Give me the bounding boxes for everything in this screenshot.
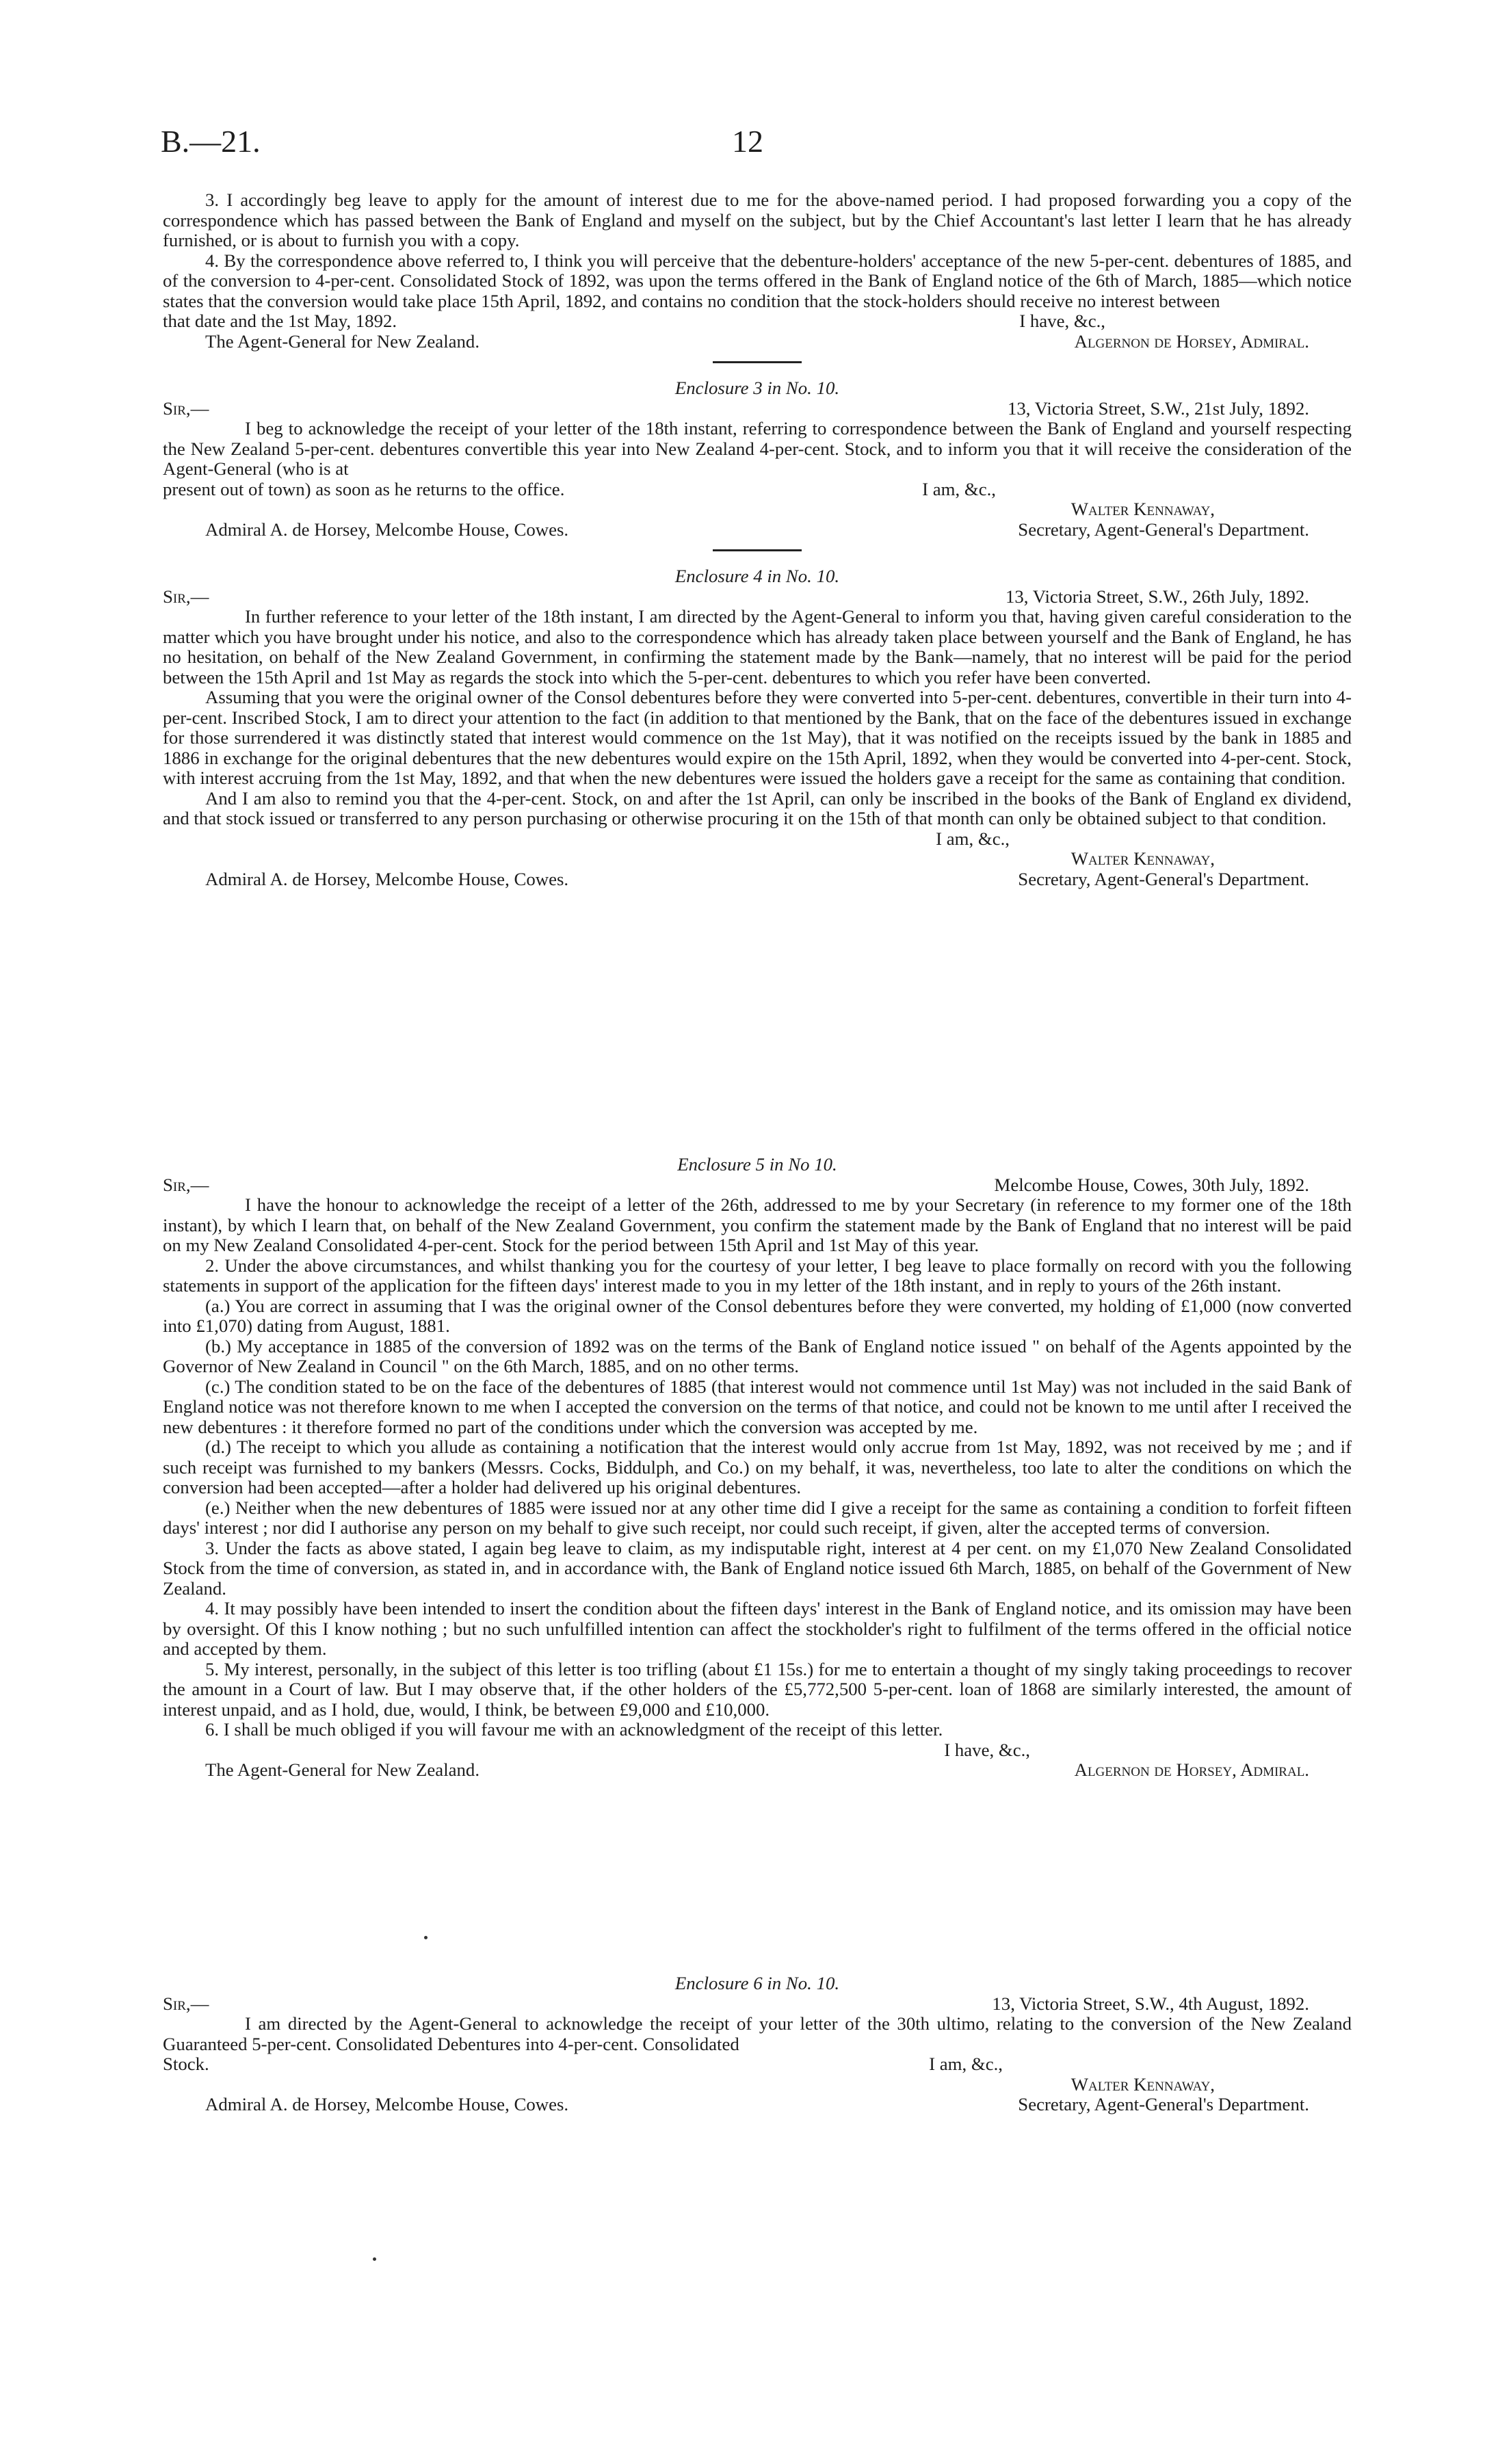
letter-continuation [163,190,1352,889]
enclosure-5-paragraph-c: (c.) The condition stated to be on the face of the debentures of 1885 (that interest would not commence until 1st May) was not included in the said Bank of England notice was not therefore known to me when I accepted the conversion on the terms of that notice, and could not be known to me until after I received the new debentures : it therefore formed no part of the conditions under which the conversion was accepted by me. [163,1376,1352,1437]
addressee: Admiral A. de Horsey, Melcombe House, Cowes. [205,2094,569,2114]
addressee: The Agent-General for New Zealand. [205,1759,480,1780]
enclosure-6-signature-line [163,2095,1352,2115]
addressee: The Agent-General for New Zealand. [205,330,480,352]
enclosure-6-body: I am directed by the Agent-General to acknowledge the receipt of your letter of the 30th ultimo, relating to the conversion of the New Zealand Guaranteed 5-per-cent. Consolidated Debentures into 4-per-cent. Consolidated [163,2013,1352,2054]
enclosure-5-paragraph-b: (b.) My acceptance in 1885 of the conversion of 1892 was on the terms of the Bank of England notice issued " on behalf of the Agents appointed by the Governor of New Zealand in Council " on the 6th March, 1885, and on no other terms. [163,1335,1352,1376]
enclosure-4-signature-line [163,869,1352,890]
enclosure-6 [163,1974,1352,2115]
section-divider [713,361,802,363]
sender-address: 13, Victoria Street, S.W., 4th August, 1892. [992,1993,1309,2014]
sender-address: 13, Victoria Street, S.W., 26th July, 1892. [1006,586,1309,607]
closing-phrase: I am, &c., [922,478,996,499]
enclosure-4 [163,566,1352,889]
enclosure-4-heading [163,587,1352,607]
signer-name: Walter Kennaway, [1070,848,1215,869]
enclosure-3 [163,378,1352,540]
enclosure-5-paragraph-a: (a.) You are correct in assuming that I was the original owner of the Consol debentures before they were converted, my holding of £1,000 (now converted into £1,070) dating from August, 1881. [163,1295,1352,1336]
signature-line [163,332,1352,352]
enclosure-4-paragraph-2: Assuming that you were the original owner of the Consol debentures before they were converted into 5-per-cent. debentures, convertible in their turn into 4-per-cent. Inscribed Stock, I am to direct your attention to the fact (in addition to that mentioned by the Bank, that on the face of the debentures issued in exchange for those surrendered it was distinctly stated that interest would commence on the 1st May), that it was notified on the receipts issued by the bank in 1885 and 1886 in exchange for the original debentures that the new debentures would expire on the 15th April, 1892, when they would be converted into 4-per-cent. Stock, with interest accruing from the 1st May, 1892, and that when the new debentures were issued the holders gave a receipt for the same as containing that condition. [163,687,1352,788]
ink-speck [373,2257,376,2261]
enclosure-6-heading [163,1994,1352,2015]
enclosure-3-heading [163,399,1352,419]
signer-title: Secretary, Agent-General's Department. [1018,2094,1309,2114]
enclosure-5-paragraph-d: (d.) The receipt to which you allude as containing a notification that the interest would only accrue from 1st May, 1892, was not received by me ; and if such receipt was furnished to my bankers (Messrs. Cocks, Biddulph, and Co.) on my behalf, it was, nevertheless, too late to alter the conditions on which the conversion had been accepted—after a holder had delivered up his original debentures. [163,1437,1352,1497]
enclosure-5-paragraph-2: 2. Under the above circumstances, and whilst thanking you for the courtesy of your letter, I beg leave to place formally on record with you the following statements in support of the application for the fifteen days' interest made to you in my letter of the 18th instant, and in reply to yours of the 26th instant. [163,1255,1352,1296]
enclosure-5-title: Enclosure 5 in No 10. [677,1154,837,1175]
enclosure-6-body-end-line [163,2054,1352,2075]
enclosure-6-title: Enclosure 6 in No. 10. [674,1973,840,1993]
enclosure-5-paragraph-3: 3. Under the facts as above stated, I again beg leave to claim, as my indisputable right, interest at 4 per cent. on my £1,070 New Zealand Consolidated Stock from the time of conversion, as stated in, and in accordance with, the Bank of England notice issued 6th March, 1885, on behalf of the Government of New Zealand. [163,1537,1352,1599]
enclosure-3-body-end: present out of town) as soon as he returns to the office. [163,478,565,499]
enclosure-6-body-end: Stock. [163,2054,209,2074]
sender-address: 13, Victoria Street, S.W., 21st July, 1892. [1007,397,1309,419]
enclosure-5-paragraph-1: I have the honour to acknowledge the receipt of a letter of the 26th, addressed to me by your Secretary (in reference to my former one of the 18th instant), by which I learn that, on behalf of the New Zealand Government, you confirm the statement made by the Bank of England that no interest will be paid on my New Zealand Consolidated 4-per-cent. Stock for the period between 15th April and 1st May of this year. [163,1194,1352,1255]
document-reference: B.—21. [161,124,261,159]
addressee: Admiral A. de Horsey, Melcombe House, Cowes. [205,519,569,540]
enclosure-3-signature-line [163,520,1352,540]
salutation: Sir,— [163,1993,209,2014]
salutation: Sir,— [163,397,209,419]
signer-name: Algernon de Horsey, Admiral. [1074,330,1309,352]
sender-address: Melcombe House, Cowes, 30th July, 1892. [994,1174,1309,1195]
enclosure-5-paragraph-5: 5. My interest, personally, in the subject of this letter is too trifling (about £1 15s.) for me to entertain a thought of my singly taking proceedings to recover the amount in a Court of law. But I may observe that, if the other holders of the £5,772,500 5-per-cent. loan of 1868 are similarly interested, the amount of interest unpaid, and as I hold, due, would, I think, be between £9,000 and £10,000. [163,1658,1352,1720]
enclosure-5-signature-line [163,1760,1352,1781]
enclosure-3-body: I beg to acknowledge the receipt of your letter of the 18th instant, referring to correspondence between the Bank of England and yourself respecting the New Zealand 5-per-cent. debentures convertible this year into New Zealand 4-per-cent. Stock, and to inform you that it will receive the consideration of the Agent-General (who is at [163,418,1352,479]
enclosure-5-paragraph-4: 4. It may possibly have been intended to insert the condition about the fifteen days' interest in the Bank of England notice, and its omission may have been by oversight. Of this I know nothing ; but no such unfulfilled intention can affect the stockholder's right to fulfilment of the terms offered in the official notice and accepted by them. [163,1598,1352,1659]
enclosure-4-title: Enclosure 4 in No. 10. [674,566,840,586]
closing-phrase: I have, &c., [1019,311,1105,331]
signer-title: Secretary, Agent-General's Department. [1018,868,1309,889]
signer-name: Walter Kennaway, [1070,499,1215,519]
ink-speck [424,1936,428,1939]
enclosure-4-paragraph-1: In further reference to your letter of the 18th instant, I am directed by the Agent-General to inform you that, having given careful consideration to the matter which you have brought under his notice, and also to the correspondence which has already taken place between yourself and the Bank of England, he has no hesitation, on behalf of the New Zealand Government, in confirming the statement made by the Bank—namely, that no interest will be paid for the period between the 15th April and 1st May as regards the stock into which the 5-per-cent. debentures to which you refer have been converted. [163,606,1352,687]
addressee: Admiral A. de Horsey, Melcombe House, Cowes. [205,868,569,889]
enclosure-3-title: Enclosure 3 in No. 10. [674,378,840,398]
enclosure-5 [163,1155,1352,1781]
signer-name: Algernon de Horsey, Admiral. [1074,1759,1309,1780]
paragraph-4-closing-line [163,311,1352,332]
page-number: 12 [732,124,763,159]
enclosure-4-paragraph-3: And I am also to remind you that the 4-per-cent. Stock, on and after the 1st April, can only be inscribed in the books of the Bank of England ex dividend, and that stock issued or transferred to any person purchasing or otherwise procuring it on the 15th of that month can only be obtained subject to that condition. [163,787,1352,828]
closing-phrase: I am, &c., [936,828,1010,849]
signer-title: Secretary, Agent-General's Department. [1018,519,1309,540]
paragraph-3: 3. I accordingly beg leave to apply for the amount of interest due to me for the above-named period. I had proposed forwarding you a copy of the correspondence which has passed between the Bank of England and myself on the subject, but by the Chief Accountant's last letter I learn that he has already furnished, or is about to furnish you with a copy. [163,189,1352,250]
salutation: Sir,— [163,586,209,607]
enclosure-5-heading [163,1175,1352,1196]
enclosure-3-body-end-line [163,480,1352,500]
salutation: Sir,— [163,1174,209,1195]
closing-phrase: I have, &c., [944,1739,1030,1760]
signer-name: Walter Kennaway, [1070,2073,1215,2095]
paragraph-4-end: that date and the 1st May, 1892. [163,311,397,331]
closing-phrase: I am, &c., [929,2054,1003,2074]
enclosure-5-paragraph-6: 6. I shall be much obliged if you will favour me with an acknowledgment of the receipt of this letter. [205,1719,943,1740]
section-divider [713,549,802,551]
paragraph-4: 4. By the correspondence above referred to, I think you will perceive that the debenture-holders' acceptance of the new 5-per-cent. debentures of 1885, and of the conversion to 4-per-cent. Consolidated Stock of 1892, was upon the terms offered in the Bank of England notice of the 6th of March, 1885—which notice states that the conversion would take place 15th April, 1892, and contains no condition that the stock-holders should receive no interest between [163,250,1352,311]
enclosure-5-paragraph-e: (e.) Neither when the new debentures of 1885 were issued nor at any other time did I give a receipt for the same as containing a condition to forfeit fifteen days' interest ; nor did I authorise any person on my behalf to give such receipt, nor could such receipt, if given, alter the accepted terms of conversion. [163,1497,1352,1538]
